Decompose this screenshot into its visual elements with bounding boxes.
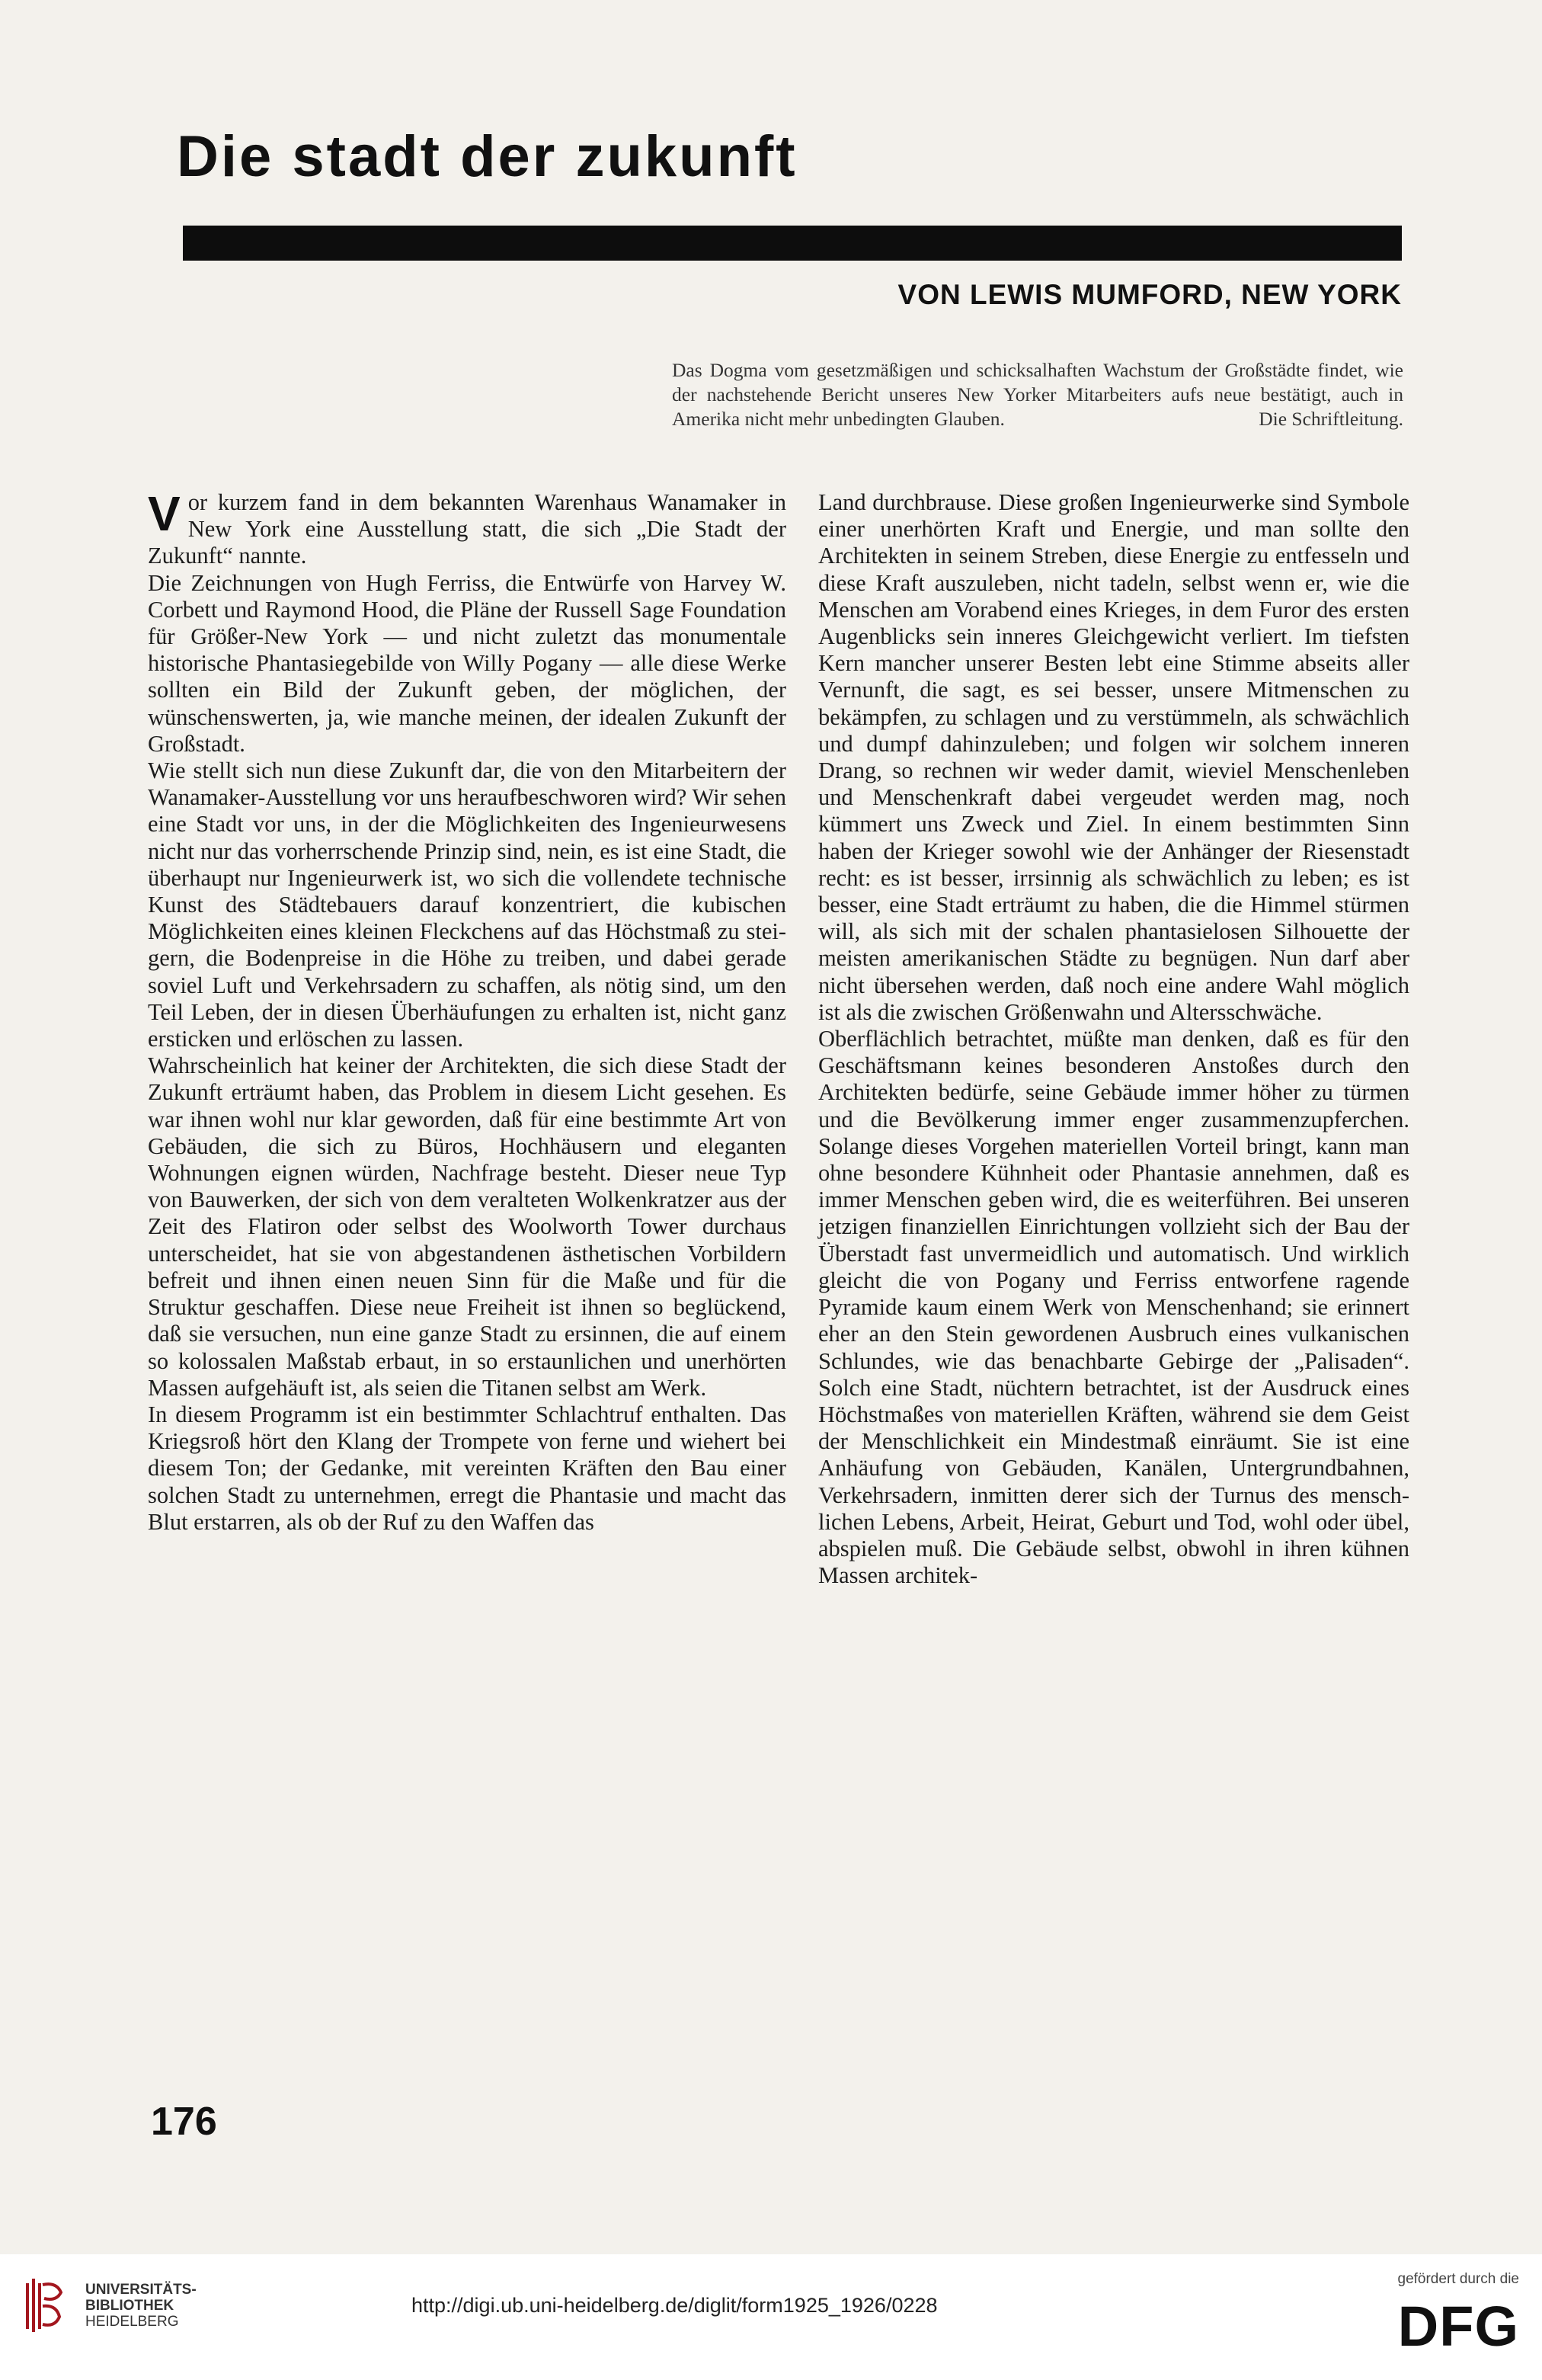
- left-column: [148, 486, 786, 1536]
- permalink-url[interactable]: http://digi.ub.uni-heidelberg.de/diglit/form1925_1926/0228: [411, 2294, 938, 2317]
- library-logo-icon: [21, 2276, 67, 2337]
- paragraph: Oberflächlich betrachtet, müßte man denken, daß es für den Geschäftsmann keines besonderen Anstoßes durch den Architekten bedürfe, seine Gebäude immer höher zu türmen und die Bevölkerung immer enger zusammenzupferchen. Solange dieses Vorgehen materiellen Vorteil bringt, kann man ohne besondere Kühnheit oder Phantasie annehmen, daß es immer Menschen geben wird, die es weiterführen. Bei unseren jetzigen finanziellen Einrichtungen vollzieht sich der Bau der Überstadt fast unvermeidlich und automatisch. Und wirklich gleicht die von Pogany und Ferriss entworfene ragende Pyramide kaum einem Werk von Menschenhand; sie erinnert eher an den Stein gewordenen Ausbruch eines vulkanischen Schlundes, wie das benachbarte Gebirge der „Palisaden“. Solch eine Stadt, nüchtern betrachtet, ist der Ausdruck eines Höchstmaßes von materiellen Kräften, während sie dem Geist der Menschlichkeit ein Mindestmaß einräumt. Sie ist eine Anhäufung von Gebäuden, Kanälen, Untergrundbahnen, Verkehrsadern, inmitten derer sich der Turnus des menschlichen Lebens, Arbeit, Heirat, Geburt und Tod, wohl oder übel, abspielen muß. Die Gebäude selbst, obwohl in ihren kühnen Massen architek-: [818, 1026, 1409, 1589]
- funding-label: gefördert durch die: [1397, 2271, 1519, 2287]
- paragraph: [148, 486, 786, 570]
- paragraph-text: or kurzem fand in dem bekannten Warenhaus Wanamaker in New York eine Ausstellung statt, die sich „Die Stadt der Zukunft“ nannte.: [148, 489, 786, 569]
- editorial-note: [672, 358, 1403, 431]
- article-title: Die stadt der zukunft: [177, 124, 798, 189]
- page-number: 176: [151, 2100, 217, 2144]
- paragraph: Die Zeichnungen von Hugh Ferriss, die Entwürfe von Harvey W. Corbett und Raymond Hood, die Pläne der Russell Sage Foundation für Größer-New York — und nicht zuletzt das monumentale historische Phantasiegebilde von Willy Pogany — alle diese Werke sollten ein Bild der Zukunft geben, der möglichen, der wünschenswerten, ja, wie manche meinen, der idealen Zukunft der Großstadt.: [148, 569, 786, 757]
- paragraph: Wie stellt sich nun diese Zukunft dar, die von den Mitarbeitern der Wanamaker-Ausstellung vor uns heraufbeschworen wird? Wir sehen eine Stadt vor uns, in der die Möglichkeiten des Ingenieurwesens nicht nur das vorherrschende Prinzip sind, nein, es ist eine Stadt, die überhaupt nur Ingenieurwerk ist, wo sich die vollendete technische Kunst des Städtebauers darauf konzentriert, die kubischen Möglichkeiten eines kleinen Fleckchens auf das Höchstmaß zu steigern, die Bodenpreise in die Höhe zu treiben, und dabei gerade soviel Luft und Verkehrsadern zu schaffen, als nötig sind, um den Teil Leben, der in diesen Überhäufungen zu erhalten ist, nicht ganz ersticken und erlöschen zu lassen.: [148, 758, 786, 1052]
- right-column: [818, 489, 1409, 1589]
- title-rule: [183, 226, 1402, 261]
- digitization-footer: [0, 2254, 1542, 2380]
- editorial-note-text: Das Dogma vom gesetzmäßigen und schicksalhaften Wachstum der Großstädte findet, wie der nachstehende Bericht unseres New Yorker Mitarbeiters aufs neue bestätigt, auch in Amerika nicht mehr unbedingten Glauben.: [672, 359, 1403, 430]
- library-name-line: BIBLIOTHEK: [85, 2298, 174, 2314]
- dfg-logo: DFG: [1397, 2295, 1519, 2358]
- paragraph: In diesem Programm ist ein bestimmter Schlachtruf enthalten. Das Kriegsroß hört den Klang der Trompete von ferne und wiehert bei diesem Ton; der Gedanke, mit vereinten Kräften den Bau einer solchen Stadt zu unternehmen, erregt die Phantasie und macht das Blut erstarren, als ob der Ruf zu den Waffen das: [148, 1401, 786, 1535]
- author-byline: VON LEWIS MUMFORD, NEW YORK: [897, 279, 1402, 310]
- paragraph: Wahrscheinlich hat keiner der Architekten, die sich diese Stadt der Zukunft erträumt haben, das Problem in diesem Licht gesehen. Es war ihnen wohl nur klar geworden, daß für eine bestimmte Art von Gebäuden, die sich zu Büros, Hochhäusern und eleganten Wohnungen eignen würden, Nachfrage besteht. Dieser neue Typ von Bauwerken, der sich von dem veralteten Wolkenkratzer aus der Zeit des Flatiron oder selbst des Woolworth Tower durchaus unterscheidet, hat sie von abgestandenen ästhetischen Vorbildern befreit und ihnen einen neuen Sinn für die Maße und für die Struktur geschaffen. Diese neue Freiheit ist ihnen so beglückend, daß sie versuchen, nun eine ganze Stadt zu ersinnen, die auf einem so kolossalen Maßstab erbaut, in so erstaunlichen und unerhörten Massen aufgehäuft ist, als seien die Titanen selbst am Werk.: [148, 1052, 786, 1401]
- library-name: [85, 2282, 197, 2330]
- library-name-line: UNIVERSITÄTS-: [85, 2282, 197, 2298]
- paragraph: Land durchbrause. Diese großen Ingenieurwerke sind Symbole einer unerhörten Kraft und Energie, und man sollte den Architekten in seinem Streben, diese Energie zu entfesseln und diese Kraft auszuleben, nicht tadeln, selbst wenn er, wie die Menschen am Vorabend eines Krieges, in dem Furor des ersten Augenblicks sein inneres Gleichgewicht verliert. Im tiefsten Kern mancher unserer Besten lebt eine Stimme abseits aller Vernunft, die sagt, es sei besser, unsere Mitmenschen zu bekämpfen, zu schlagen und zu verstümmeln, als schwächlich und dumpf dahinzuleben; und folgen wir solchem inneren Drang, so rechnen wir weder damit, wieviel Menschenleben und Menschenkraft dabei vergeudet werden mag, noch kümmert uns Zweck und Ziel. In einem bestimmten Sinn haben der Krieger sowohl wie der Anhänger der Riesenstadt recht: es ist besser, irrsinnig als schwächlich zu leben; es ist besser, eine Stadt erträumt zu haben, die die Himmel stürmen will, als sich mit der schalen phantasielosen Silhouette der meisten amerikanischen Städte zu begnügen. Nun darf aber nicht übersehen werden, daß noch eine andere Wahl möglich ist als die zwischen Größenwahn und Altersschwäche.: [818, 489, 1409, 1025]
- library-name-line: HEIDELBERG: [85, 2314, 179, 2330]
- editorial-signature: Die Schriftleitung.: [1259, 408, 1403, 430]
- drop-cap: V: [148, 486, 181, 541]
